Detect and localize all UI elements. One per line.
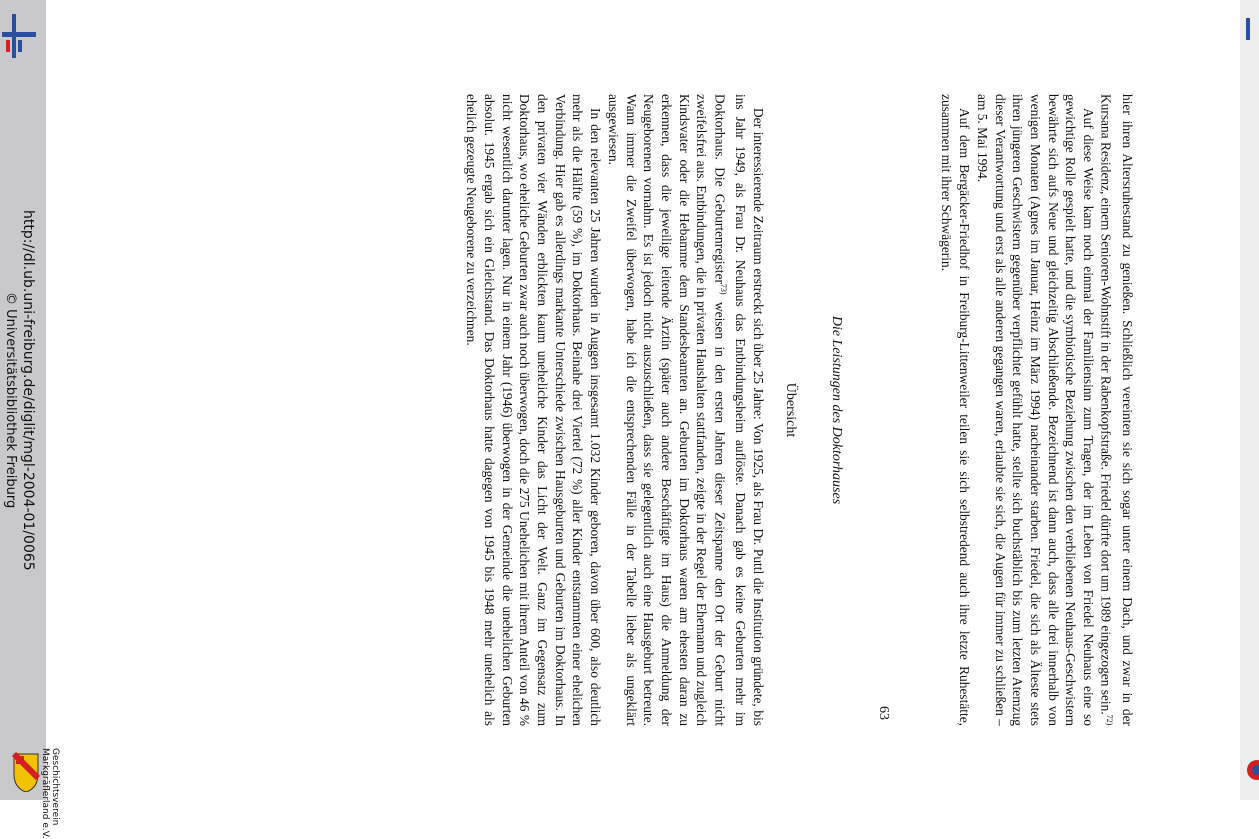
footnote-ref: 73) bbox=[718, 283, 728, 295]
logo-fragment-icon bbox=[1246, 18, 1256, 48]
footnote-ref: 72) bbox=[1105, 714, 1115, 726]
section-subheading: Übersicht bbox=[783, 382, 798, 438]
section-heading: Die Leistungen des Doktorhauses bbox=[829, 315, 844, 505]
paragraph: Auf diese Weise kam noch einmal der Familiensinn zum Tragen, der im Leben von Friedel Neuhaus eine so gewichtige Rolle gespielt hatte, und die symbiotische Beziehung zwischen den verbliebenen Neuhaus-Geschwistern bewährte sich aufs Neue und gleichzeitig Abschließende. Bezeichnend ist dann auch, dass alle drei innerhalb von wenigen Monaten (Agnes im Januar, Heinz im März 1994) nacheinander starben. Friedel, die sich als Älteste stets ihren jüngeren Geschwistern gegenüber verpflichtet gefühlt hatte, stellte sich buchstäblich bis zum letzten Atemzug dieser Verantwortung und erst als alle anderen gegangen waren, erlaubte sie sich, die Augen für immer zu schließen – am 5. Mai 1994. bbox=[974, 94, 1097, 726]
copyright-note: © Universitätsbibliothek Freiburg bbox=[3, 292, 18, 509]
paragraph: hier ihren Altersruhestand zu genießen. Schließlich vereinten sie sich sogar unter einem Dach, und zwar in der Kursana Residenz, einem Senioren-Wohnstift in der Rabenkopfstraße. Friedel dürfte dort um 1989 eingezogen sein.$^{72)}$ bbox=[1098, 94, 1135, 726]
source-url[interactable]: http://dl.ub.uni-freiburg.de/diglit/mgl-2004-01/0065 bbox=[20, 210, 36, 571]
viewer-right-margin bbox=[1240, 0, 1259, 800]
ub-freiburg-logo-icon bbox=[2, 12, 42, 62]
crest-fragment-icon bbox=[1247, 755, 1259, 785]
text-column-right bbox=[896, 94, 1136, 726]
paragraph: In den relevanten 25 Jahren wurden in Auggen insgesamt 1.032 Kinder geboren, davon über 600, also deutlich mehr als die Hälfte (59 %), im Doktorhaus. Beinahe drei Viertel (72 %) aller Kinder entstammten einer ehelichen Verbindung. Hier gab es allerdings markante Unterschiede zwischen Hausgeburten und Geburten im Doktorhaus. In den privaten vier Wänden erblickten kaum uneheliche Kinder das Licht der Welt. Ganz im Gegensatz zum Doktorhaus, wo eheliche Geburten zwar auch noch überwogen, doch die 275 Unehelichen mit ihrem Anteil von 46 % nicht wesentlich darunter lagen. Nur in einem Jahr (1946) überwogen in der Gemeinde die unehelichen Geburten absolut. 1945 ergab sich ein Gleichstand. Das Doktorhaus hatte dagegen von 1945 bis 1948 mehr unehelich als ehelich gezeugte Neugeborene zu verzeichnen. bbox=[464, 94, 604, 726]
paragraph: Auf dem Bergäcker-Friedhof in Freiburg-Littenweiler teilen sie sich selbstredend auch ihre letzte Ruhestätte, zusammen mit ihrer Schwägerin. bbox=[939, 94, 973, 726]
society-crest-icon bbox=[12, 752, 40, 792]
paragraph: Der interessierende Zeitraum erstreckt sich über 25 Jahre: Von 1925, als Frau Dr. Puttl die Institution gründete, bis ins Jahr 1949, als Frau Dr. Neuhaus das Entbindungsheim auflöste. Danach gab es keine Geburten mehr im Doktorhaus. Die Geburtenregister$^{73)}$ weisen in den ersten Jahren dieser Zeitspanne den Ort der Geburt nicht zweifelsfrei aus. Entbindungen, die in privaten Haushalten stattfanden, zeigte in der Regel der Ehemann und zugleich Kindsvater oder die Hebamme dem Standesbeamten an. Geburten im Doktorhaus waren am ehesten daran zu erkennen, dass die jeweilige leitende Ärztin (später auch andere Beschäftigte im Haus) die Anmeldung der Neugeborenen vornahm. Es ist jedoch nicht auszuschließen, dass sie gelegentlich auch eine Hausgeburt betreute. Wann immer die Zweifel überwogen, habe ich die entsprechenden Fälle in der Tabelle lieber als ungeklärt ausgewiesen. bbox=[605, 94, 766, 726]
text-column-left bbox=[267, 94, 767, 726]
society-name: Geschichtsverein Markgräflerland e.V. bbox=[40, 748, 60, 839]
page-number: 63 bbox=[876, 706, 891, 720]
document-page bbox=[46, 0, 1240, 800]
